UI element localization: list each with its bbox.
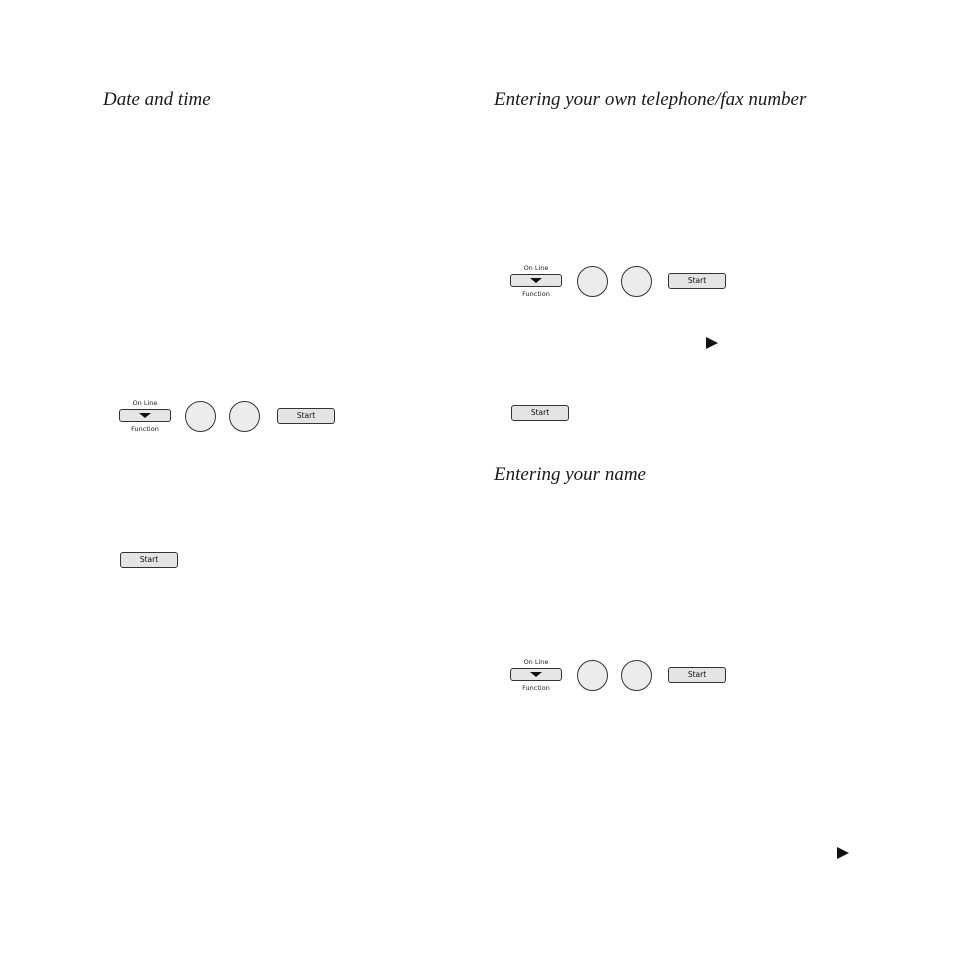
function-label: Function bbox=[131, 425, 159, 433]
heading-own-number: Entering your own telephone/fax number bbox=[494, 89, 807, 110]
heading-date-time: Date and time bbox=[103, 89, 211, 110]
start-button[interactable]: Start bbox=[668, 667, 726, 683]
round-key-1[interactable] bbox=[185, 401, 216, 432]
online-function-button[interactable] bbox=[119, 409, 171, 422]
down-arrow-icon bbox=[139, 413, 151, 418]
online-function-key[interactable] bbox=[510, 659, 562, 701]
down-arrow-icon bbox=[530, 672, 542, 677]
online-function-button[interactable] bbox=[510, 274, 562, 287]
round-key-2[interactable] bbox=[621, 266, 652, 297]
online-label: On Line bbox=[523, 264, 549, 272]
online-function-key[interactable] bbox=[510, 265, 562, 307]
start-button[interactable]: Start bbox=[668, 273, 726, 289]
online-function-button[interactable] bbox=[510, 668, 562, 681]
round-key-2[interactable] bbox=[621, 660, 652, 691]
function-label: Function bbox=[522, 684, 550, 692]
round-key-1[interactable] bbox=[577, 660, 608, 691]
round-key-1[interactable] bbox=[577, 266, 608, 297]
continue-arrow-icon bbox=[706, 337, 718, 349]
heading-your-name: Entering your name bbox=[494, 464, 646, 485]
start-button-confirm[interactable]: Start bbox=[120, 552, 178, 568]
down-arrow-icon bbox=[530, 278, 542, 283]
online-label: On Line bbox=[132, 399, 158, 407]
continue-arrow-icon bbox=[837, 847, 849, 859]
start-button[interactable]: Start bbox=[277, 408, 335, 424]
function-label: Function bbox=[522, 290, 550, 298]
online-label: On Line bbox=[523, 658, 549, 666]
online-function-key[interactable] bbox=[119, 400, 171, 442]
round-key-2[interactable] bbox=[229, 401, 260, 432]
start-button-confirm[interactable]: Start bbox=[511, 405, 569, 421]
